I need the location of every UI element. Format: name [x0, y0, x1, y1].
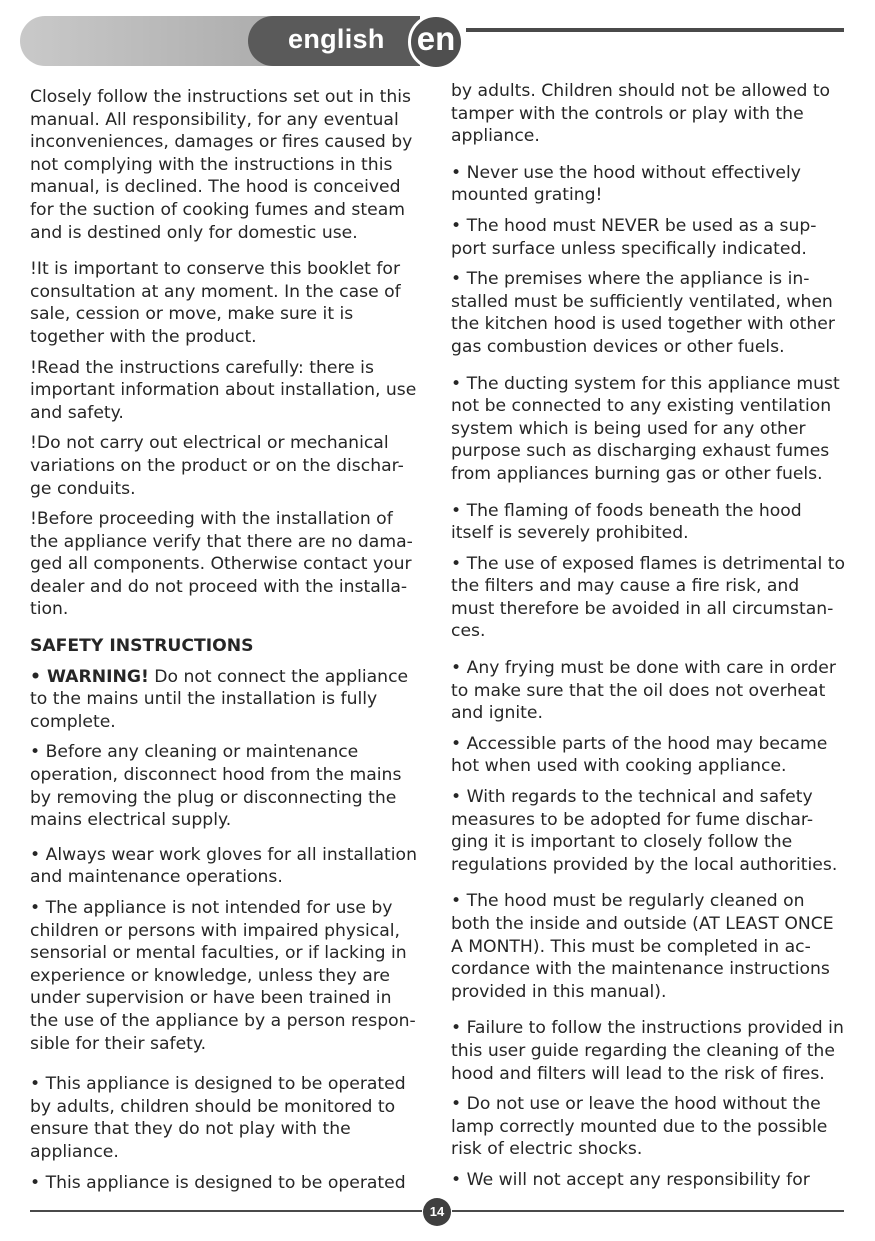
- safety-item: • We will not accept any responsibility for: [451, 1169, 810, 1190]
- page-number: 14: [423, 1198, 451, 1226]
- warning-paragraph: [30, 666, 422, 734]
- left-column: [30, 80, 422, 1202]
- safety-item: • The ducting system for this appliance must not be connected to any existing ventilation system which is being used for any other purpose such as discharging exhaust fumes from appliances burning gas or other fuels.: [451, 373, 840, 484]
- safety-item: • With regards to the technical and safety measures to be adopted for fume dischar-ging it is important to closely follow the regulations provided by the local authorities.: [451, 787, 838, 875]
- safety-item: • Do not use or leave the hood without the lamp correctly mounted due to the possible risk of electric shocks.: [451, 1094, 828, 1160]
- safety-item: • The appliance is not intended for use by children or persons with impaired physical, sensorial or mental faculties, or if lacking in experience or knowledge, unless they are under supervision or have been trained in the use of the appliance by a person respon-sible for their safety.: [30, 898, 416, 1054]
- safety-item: • Never use the hood without effectively mounted grating!: [451, 162, 801, 206]
- safety-item: • This appliance is designed to be operated by adults, children should be monitored to ensure that they do not play with the appliance.: [30, 1074, 406, 1162]
- header-rule: [466, 28, 844, 32]
- safety-item: • Failure to follow the instructions provided in this user guide regarding the cleaning of the hood and filters will lead to the risk of fires.: [451, 1018, 844, 1084]
- language-code: en: [416, 20, 456, 57]
- safety-item: • The flaming of foods beneath the hood itself is severely prohibited.: [451, 500, 802, 544]
- footer-rule-right: [452, 1210, 844, 1212]
- safety-item: • Before any cleaning or maintenance operation, disconnect hood from the mains by removing the plug or disconnecting the mains electrical supply.: [30, 742, 402, 831]
- intro-paragraph: Closely follow the instructions set out in this manual. All responsibility, for any eventual inconveniences, damages or fires caused by not complying with the instructions in this manual, is declined. The hood is conceived for the suction of cooking fumes and steam and is destined only for domestic use.: [30, 87, 413, 243]
- safety-item: • Any frying must be done with care in order to make sure that the oil does not overheat and ignite.: [451, 658, 836, 724]
- warning-text: Do not connect the appliance to the mains until the installation is fully complete.: [30, 666, 409, 732]
- safety-item: • The hood must NEVER be used as a sup-port surface unless specifically indicated.: [451, 215, 817, 259]
- language-label: english: [288, 24, 385, 54]
- safety-item: • Accessible parts of the hood may became hot when used with cooking appliance.: [451, 733, 828, 777]
- safety-item: • The hood must be regularly cleaned on both the inside and outside (AT LEAST ONCE A MONTH). This must be completed in ac-cordance with the maintenance instructions provided in this manual).: [451, 891, 834, 1002]
- safety-item: • Always wear work gloves for all installation and maintenance operations.: [30, 844, 417, 888]
- safety-item: • The use of exposed flames is detrimental to the filters and may cause a fire risk, and must therefore be avoided in all circumstan-ces.: [451, 553, 846, 642]
- safety-heading: SAFETY INSTRUCTIONS: [30, 636, 254, 657]
- safety-item: • This appliance is designed to be operated: [30, 1172, 406, 1193]
- footer-rule-left: [30, 1210, 422, 1212]
- note-paragraph: !Read the instructions carefully: there is important information about installation, use and safety.: [30, 357, 417, 423]
- continuation-paragraph: by adults. Children should not be allowed to tamper with the controls or play with the appliance.: [451, 81, 831, 147]
- warning-label: • WARNING!: [30, 666, 149, 687]
- note-paragraph: !Before proceeding with the installation of the appliance verify that there are no dama-ged all components. Otherwise contact your dealer and do not proceed with the installa-tion.: [30, 509, 413, 620]
- safety-item: • The premises where the appliance is in-stalled must be sufficiently ventilated, when the kitchen hood is used together with other gas combustion devices or other fuels.: [451, 269, 835, 357]
- right-column: [451, 80, 847, 1200]
- note-paragraph: !Do not carry out electrical or mechanical variations on the product or on the dischar-ge conduits.: [30, 433, 404, 499]
- note-paragraph: !It is important to conserve this booklet for consultation at any moment. In the case of sale, cession or move, make sure it is together with the product.: [30, 259, 401, 347]
